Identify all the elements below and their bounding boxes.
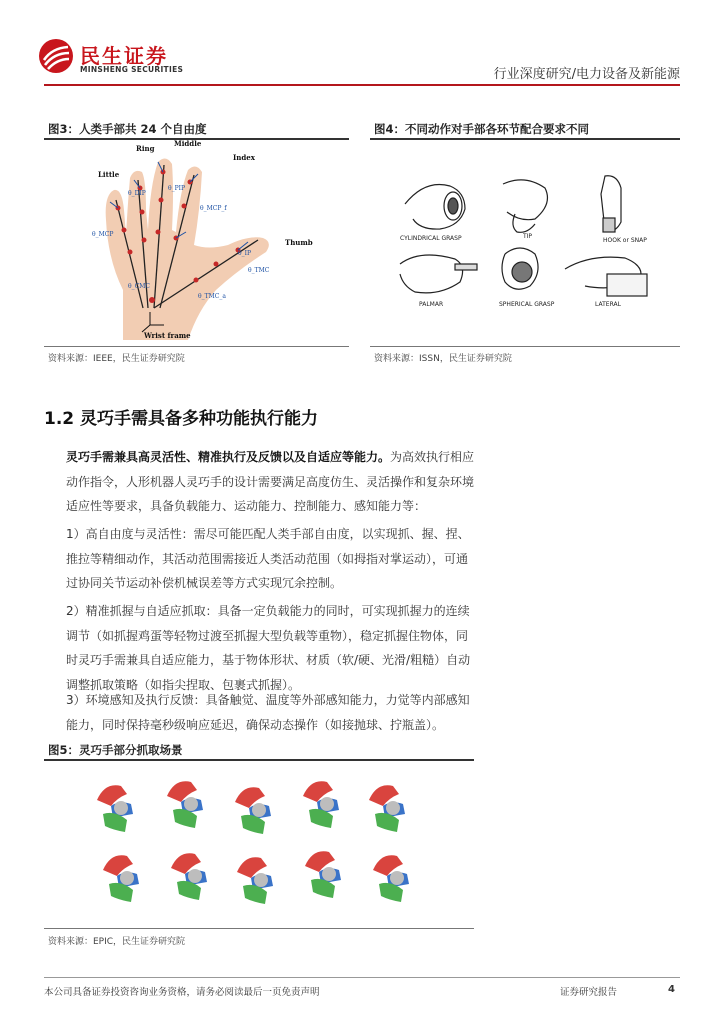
paragraph-1 (66, 445, 476, 519)
label-middle: Middle (174, 140, 202, 148)
figure5-title: 图5：灵巧手部分抓取场景 (48, 743, 183, 757)
svg-text:θ_MCP_f: θ_MCP_f (200, 205, 227, 212)
grasp-scene-row-2 (103, 851, 409, 904)
palmar-grasp-drawing (400, 255, 477, 293)
label-spherical-grasp: SPHERICAL GRASP (499, 301, 555, 308)
figure4-bottom-rule (370, 346, 680, 347)
dexterous-hand-grasp-renders (95, 770, 425, 910)
figure5-title-rule (44, 759, 474, 761)
figure4-source: 资料来源：ISSN，民生证券研究院 (374, 354, 512, 364)
footer-report-type: 证券研究报告 (560, 987, 618, 998)
label-lateral: LATERAL (595, 301, 621, 308)
paragraph-2: 1）高自由度与灵活性：需尽可能匹配人类手部自由度，以实现抓、握、捏、推拉等精细动作，其活动范围需接近人类活动范围（如拇指对掌运动），可通过协同关节运动补偿机械误差等方式实现冗余控制。 (66, 527, 470, 590)
label-ring: Ring (136, 144, 155, 153)
svg-text:θ_TMC_a: θ_TMC_a (198, 293, 226, 300)
figure5-bottom-rule (44, 928, 474, 929)
figure4-grasp-types (395, 174, 670, 324)
paragraph-4: 3）环境感知及执行反馈：具备触觉、温度等外部感知能力，力觉等内部感知能力，同时保持毫秒级响应延迟，确保动态操作（如接抛球、拧瓶盖）。 (66, 693, 470, 732)
footer-divider (44, 977, 680, 978)
svg-text:θ_IP: θ_IP (238, 250, 252, 257)
footer-disclaimer: 本公司具备证券投资咨询业务资格，请务必阅读最后一页免责声明 (44, 987, 320, 998)
label-index: Index (233, 153, 255, 162)
hook-grasp-drawing (601, 176, 621, 232)
svg-text:θ_DIP: θ_DIP (128, 190, 146, 197)
page-number: 4 (668, 984, 675, 995)
label-tip: TIP (523, 233, 533, 240)
label-cylindrical-grasp: CYLINDRICAL GRASP (400, 235, 462, 242)
lateral-grasp-drawing (565, 257, 647, 296)
page-header (0, 0, 724, 90)
label-wrist-frame: Wrist frame (144, 331, 191, 340)
paragraph-1-lead: 灵巧手需兼具高灵活性、精准执行及反馈以及自适应等能力。 (66, 450, 391, 464)
spherical-grasp-drawing (502, 248, 538, 289)
company-logo (38, 38, 188, 78)
figure3-bottom-rule (44, 346, 349, 347)
grasp-types-illustration (395, 174, 670, 324)
paragraph-1-body: 为高效执行相应动作指令，人形机器人灵巧手的设计需要满足高度仿生、灵活操作和复杂环境适应性等要求，具备负载能力、运动能力、控制能力、感知能力等： (66, 450, 475, 513)
paragraph-3: 2）精准抓握与自适应抓取：具备一定负载能力的同时，可实现抓握力的连续调节（如抓握鸡蛋等轻物过渡至抓握大型负载等重物），稳定抓握住物体，同时灵巧手需兼具自适应能力，基于物体形状、材质（软/硬、光滑/粗糙）自动调整抓取策略（如指尖捏取、包裹式抓握）。 (66, 604, 471, 692)
figure4-title-rule (370, 138, 680, 140)
figure4-title: 图4：不同动作对手部各环节配合要求不同 (374, 122, 589, 136)
hand-skeleton-illustration (88, 140, 313, 340)
label-hook-or-snap: HOOK or SNAP (603, 237, 647, 244)
figure3-source: 资料来源：IEEE，民生证券研究院 (48, 354, 185, 364)
label-little: Little (98, 170, 120, 179)
label-thumb: Thumb (285, 238, 313, 247)
header-divider (44, 84, 680, 86)
label-palmar: PALMAR (419, 301, 444, 308)
cylindrical-grasp-drawing (405, 184, 465, 229)
report-category: 行业深度研究/电力设备及新能源 (493, 67, 680, 82)
figure3-title: 图3：人类手部共 24 个自由度 (48, 122, 207, 136)
figure5-grasp-scenes (95, 770, 425, 910)
figure3-hand-dof-diagram (88, 140, 313, 340)
svg-text:θ_TMC: θ_TMC (248, 267, 270, 274)
svg-text:θ_CMC: θ_CMC (128, 283, 150, 290)
figure5-source: 资料来源：EPIC，民生证券研究院 (48, 937, 186, 947)
grasp-scene-row-1 (97, 781, 405, 834)
logo-english-name: MINSHENG SECURITIES (80, 65, 184, 74)
logo-chinese-name: 民生证券 (80, 44, 168, 68)
minsheng-logo-icon (38, 38, 74, 74)
section-heading: 1.2 灵巧手需具备多种功能执行能力 (44, 409, 319, 429)
tip-grasp-drawing (503, 180, 547, 233)
svg-text:θ_MCP: θ_MCP (92, 231, 114, 238)
svg-text:θ_PIP: θ_PIP (168, 185, 186, 192)
